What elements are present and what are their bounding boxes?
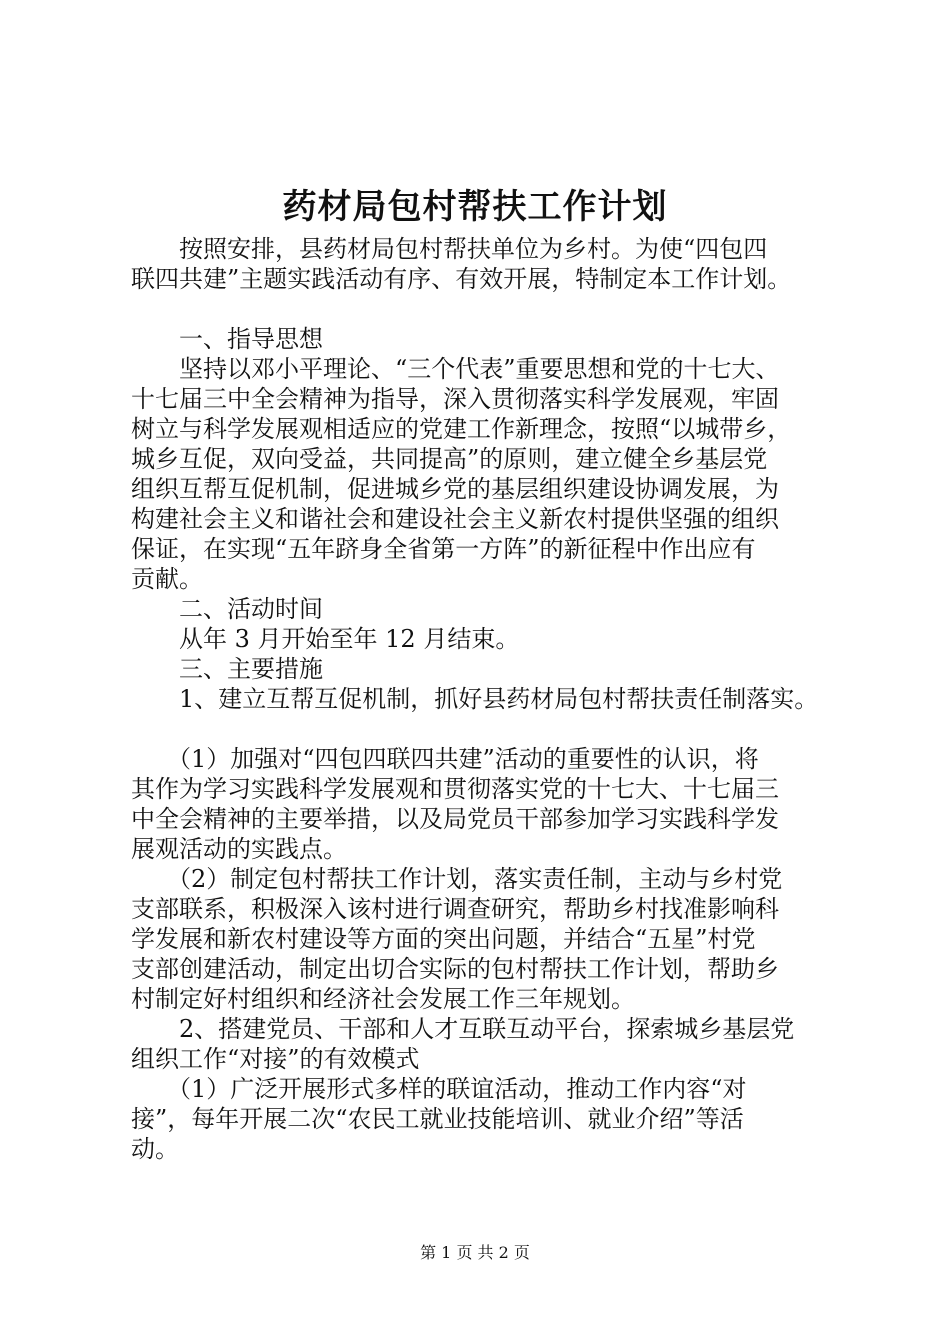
document-title: 药材局包村帮扶工作计划	[282, 187, 668, 227]
body-line: 村制定好村组织和经济社会发展工作三年规划。	[131, 985, 635, 1013]
body-line: 构建社会主义和谐社会和建设社会主义新农村提供坚强的组织	[131, 505, 779, 533]
body-line: 组织互帮互促机制，促进城乡党的基层组织建设协调发展，为	[131, 475, 779, 503]
body-line: 三、主要措施	[131, 655, 323, 683]
body-line: 十七届三中全会精神为指导，深入贯彻落实科学发展观，牢固	[131, 385, 779, 413]
body-line: 展观活动的实践点。	[131, 835, 347, 863]
body-line: 1、建立互帮互促机制，抓好县药材局包村帮扶责任制落实。	[131, 685, 819, 713]
document-body	[131, 234, 855, 1164]
body-line: （1）广泛开展形式多样的联谊活动，推动工作内容“对	[131, 1075, 747, 1103]
body-line: （2）制定包村帮扶工作计划，落实责任制，主动与乡村党	[131, 865, 783, 893]
body-line: 学发展和新农村建设等方面的突出问题，并结合“五星”村党	[131, 925, 756, 953]
body-line: 支部联系，积极深入该村进行调查研究，帮助乡村找准影响科	[131, 895, 779, 923]
body-line: 二、活动时间	[131, 595, 323, 623]
body-line: 接”，每年开展二次“农民工就业技能培训、就业介绍”等活	[131, 1105, 744, 1133]
body-line: 城乡互促，双向受益，共同提高”的原则，建立健全乡基层党	[131, 445, 768, 473]
page-footer: 第 1 页 共 2 页	[420, 1243, 530, 1262]
body-line: 贡献。	[131, 565, 203, 593]
body-line: 按照安排，县药材局包村帮扶单位为乡村。为使“四包四	[131, 235, 768, 263]
body-line: 组织工作“对接”的有效模式	[131, 1045, 420, 1073]
body-line: 树立与科学发展观相适应的党建工作新理念，按照“以城带乡，	[131, 415, 792, 443]
paragraph-gap	[131, 714, 855, 744]
body-line: （1）加强对“四包四联四共建”活动的重要性的认识，将	[131, 745, 759, 773]
paragraph-gap	[131, 294, 855, 324]
body-line: 从年 3 月开始至年 12 月结束。	[131, 625, 520, 653]
body-line: 动。	[131, 1135, 179, 1163]
body-line: 坚持以邓小平理论、“三个代表”重要思想和党的十七大、	[131, 355, 780, 383]
body-line: 支部创建活动，制定出切合实际的包村帮扶工作计划，帮助乡	[131, 955, 779, 983]
body-line: 一、指导思想	[131, 325, 323, 353]
body-line: 其作为学习实践科学发展观和贯彻落实党的十七大、十七届三	[131, 775, 779, 803]
body-line: 联四共建”主题实践活动有序、有效开展，特制定本工作计划。	[131, 265, 792, 293]
body-line: 2、搭建党员、干部和人才互联互动平台，探索城乡基层党	[131, 1015, 795, 1043]
body-line: 保证，在实现“五年跻身全省第一方阵”的新征程中作出应有	[131, 535, 756, 563]
body-line: 中全会精神的主要举措，以及局党员干部参加学习实践科学发	[131, 805, 779, 833]
